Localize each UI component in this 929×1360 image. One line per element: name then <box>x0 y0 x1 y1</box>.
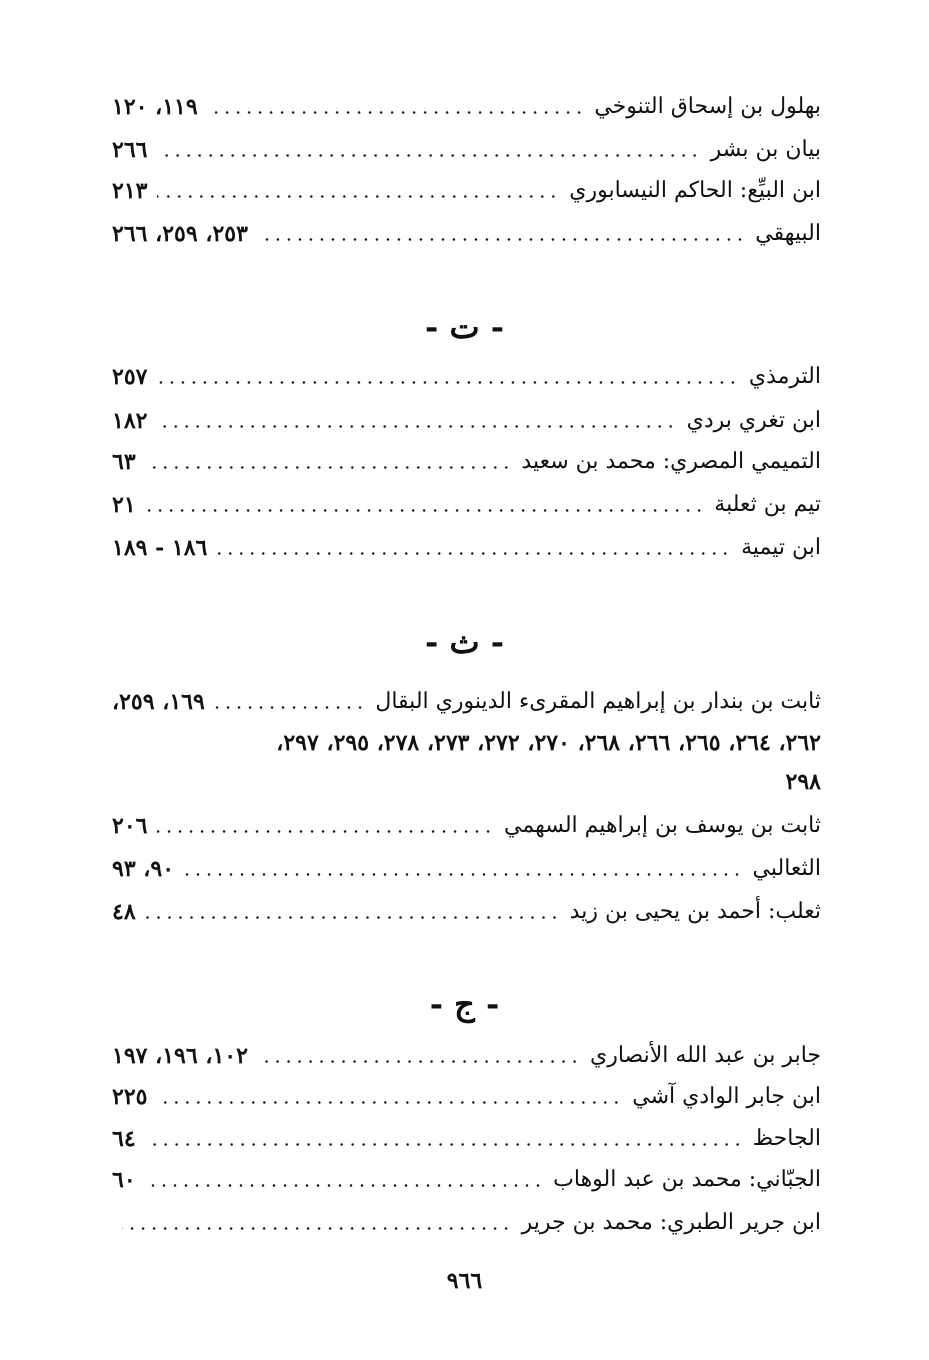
entry-pages: ١٠٢، ١٩٦، ١٩٧ <box>112 1043 248 1069</box>
page-number: ٩٦٦ <box>446 1268 483 1294</box>
dot-leader <box>208 111 585 114</box>
entry-name: بيان بن بشر <box>710 137 821 162</box>
dot-leader <box>146 1143 743 1146</box>
entry-pages-continued: ٢٦٢، ٢٦٤، ٢٦٥، ٢٦٦، ٢٦٨، ٢٧٠، ٢٧٢، ٢٧٣، ٢٧٨، ٢٩٥، ٢٩٧، <box>276 730 821 756</box>
entry-name: ابن تغري بردي <box>686 408 821 433</box>
dot-leader <box>122 1227 512 1230</box>
entry-pages: ٢٦٦ <box>112 137 148 163</box>
entry-name: الترمذي <box>748 364 821 389</box>
entry-pages: ٢٠٦ <box>112 813 148 839</box>
dot-leader <box>157 425 676 428</box>
entry-pages: ٢٥٣، ٢٥٩، ٢٦٦ <box>112 221 248 247</box>
dot-leader <box>157 381 738 384</box>
index-entry <box>112 1077 821 1117</box>
dot-leader <box>184 873 743 876</box>
entry-pages: ١٨٢ <box>112 408 148 434</box>
entry-pages: ٢١ <box>112 492 136 518</box>
dot-leader <box>157 195 559 198</box>
entry-pages: ٩٠، ٩٣ <box>112 856 175 882</box>
entry-pages: ٢١٣ <box>112 178 148 204</box>
dot-leader <box>146 509 705 512</box>
entry-name: البيهقي <box>755 221 821 246</box>
entry-name: ثابت بن بندار بن إبراهيم المقرىء الدينوري البقال <box>375 689 821 714</box>
index-entry <box>112 1160 821 1200</box>
entry-pages: ٦٣ <box>112 449 136 475</box>
entry-name: ابن جرير الطبري: محمد بن جرير <box>521 1210 821 1235</box>
dot-leader <box>146 466 512 469</box>
dot-leader <box>217 552 731 555</box>
section-heading: - ت - <box>425 308 504 346</box>
index-entry <box>112 849 821 889</box>
entry-name: الجبّاني: محمد بن عبد الوهاب <box>553 1167 821 1192</box>
entry-name: بهلول بن إسحاق التنوخي <box>594 94 821 119</box>
section-heading: - ج - <box>429 985 500 1023</box>
entry-pages: ٤٨ <box>112 899 136 925</box>
index-entry <box>112 442 821 482</box>
entry-pages: ٦٤ <box>112 1126 136 1152</box>
index-entry <box>112 401 821 441</box>
index-entry <box>112 357 821 397</box>
entry-name: الثعالبي <box>752 856 821 881</box>
entry-pages: ١٦٩، ٢٥٩، <box>112 689 205 715</box>
section-heading: - ث - <box>425 623 504 661</box>
dot-leader <box>157 154 700 157</box>
index-entry <box>112 1036 821 1076</box>
index-entry <box>112 87 821 127</box>
index-entry <box>112 1203 821 1243</box>
index-entry <box>112 130 821 170</box>
entry-name: تيم بن ثعلبة <box>714 492 821 517</box>
dot-leader <box>157 1101 622 1104</box>
entry-pages: ٢٢٥ <box>112 1084 148 1110</box>
dot-leader <box>146 916 560 919</box>
entry-pages: ١١٩، ١٢٠ <box>112 94 198 120</box>
dot-leader <box>157 830 494 833</box>
index-entry <box>112 171 821 211</box>
entry-name: ابن تيمية <box>741 535 821 560</box>
index-entry <box>112 682 821 722</box>
dot-leader <box>146 1184 544 1187</box>
entry-pages: ٦٠ <box>112 1167 136 1193</box>
entry-name: جابر بن عبد الله الأنصاري <box>589 1043 821 1068</box>
entry-name: ابن البيِّع: الحاكم النيسابوري <box>569 178 821 203</box>
entry-name: ابن جابر الوادي آشي <box>632 1084 821 1109</box>
index-entry <box>112 892 821 932</box>
index-entry <box>112 485 821 525</box>
entry-name: ثابت بن يوسف بن إبراهيم السهمي <box>504 813 821 838</box>
entry-name: ثعلب: أحمد بن يحيى بن زيد <box>569 899 821 924</box>
index-entry <box>112 528 821 568</box>
entry-pages: ١٨٦ - ١٨٩ <box>112 535 208 561</box>
index-entry <box>112 806 821 846</box>
entry-pages: ٢٥٧ <box>112 364 148 390</box>
index-entry <box>112 214 821 254</box>
index-entry <box>112 1119 821 1159</box>
entry-pages-continued: ٢٩٨ <box>785 769 821 795</box>
entry-name: الجاحظ <box>752 1126 821 1151</box>
dot-leader <box>258 238 745 241</box>
entry-name: التميمي المصري: محمد بن سعيد <box>521 449 821 474</box>
dot-leader <box>258 1060 580 1063</box>
dot-leader <box>215 706 366 709</box>
